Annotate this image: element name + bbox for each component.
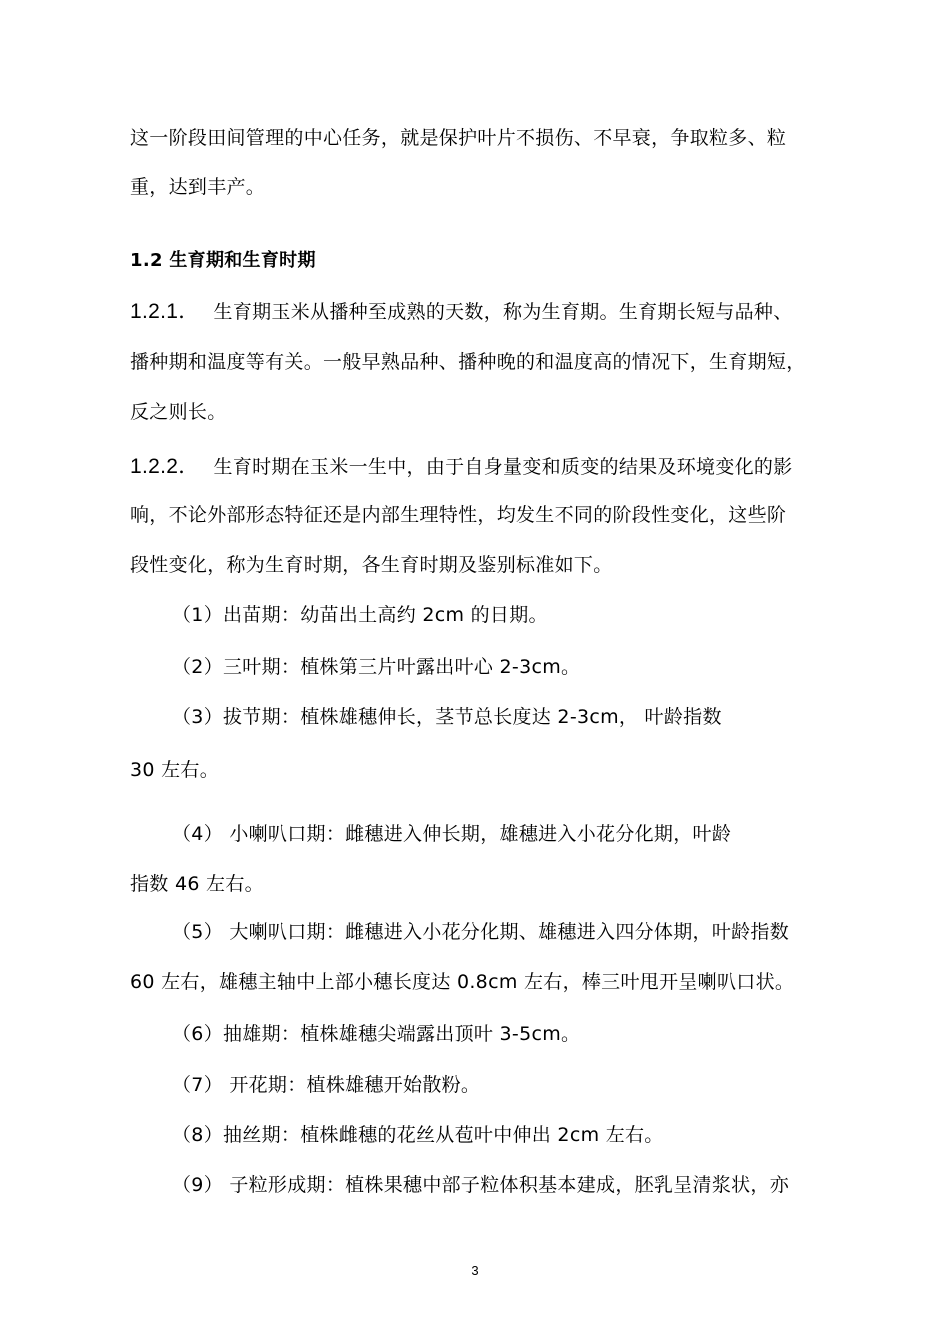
s122-text-1: 生育时期在玉米一生中，由于自身量变和质变的结果及环境变化的影 xyxy=(213,456,793,478)
s122-line-2: 响，不论外部形态特征还是内部生理特性，均发生不同的阶段性变化，这些阶 xyxy=(130,504,787,526)
item-5-line-1: （5） 大喇叭口期：雌穗进入小花分化期、雄穗进入四分体期，叶龄指数 xyxy=(172,921,790,943)
s122-line-1 xyxy=(130,455,793,479)
item-3-line-2: 30 左右。 xyxy=(130,759,220,781)
s121-text-1: 生育期玉米从播种至成熟的天数，称为生育期。生育期长短与品种、 xyxy=(213,301,793,323)
page-number: 3 xyxy=(471,1263,479,1278)
s122-line-3: 段性变化，称为生育时期，各生育时期及鉴别标准如下。 xyxy=(130,554,613,576)
item-8: （8）抽丝期：植株雌穗的花丝从苞叶中伸出 2cm 左右。 xyxy=(172,1124,664,1146)
item-3-line-1: （3）拔节期：植株雄穗伸长，茎节总长度达 2-3cm， 叶龄指数 xyxy=(172,706,722,728)
item-2: （2）三叶期：植株第三片叶露出叶心 2-3cm。 xyxy=(172,656,581,678)
s122-number: 1.2.2． xyxy=(130,455,200,478)
item-4-line-1: （4） 小喇叭口期：雌穗进入伸长期，雄穗进入小花分化期，叶龄 xyxy=(172,823,732,845)
item-9: （9） 子粒形成期：植株果穗中部子粒体积基本建成，胚乳呈清浆状，亦 xyxy=(172,1174,790,1196)
item-7: （7） 开花期：植株雄穗开始散粉。 xyxy=(172,1074,481,1096)
intro-line-2: 重，达到丰产。 xyxy=(130,176,266,198)
s121-number: 1.2.1． xyxy=(130,300,200,323)
s121-line-1 xyxy=(130,300,793,324)
item-1: （1）出苗期：幼苗出土高约 2cm 的日期。 xyxy=(172,604,548,626)
item-4-line-2: 指数 46 左右。 xyxy=(130,873,264,895)
item-6: （6）抽雄期：植株雄穗尖端露出顶叶 3-5cm。 xyxy=(172,1023,581,1045)
s121-line-3: 反之则长。 xyxy=(130,401,227,423)
s121-line-2: 播种期和温度等有关。一般早熟品种、播种晚的和温度高的情况下，生育期短， xyxy=(130,351,806,373)
section-heading: 1.2 生育期和生育时期 xyxy=(130,250,316,271)
intro-line-1: 这一阶段田间管理的中心任务，就是保护叶片不损伤、不早衰，争取粒多、粒 xyxy=(130,127,787,149)
item-5-line-2: 60 左右，雄穗主轴中上部小穗长度达 0.8cm 左右，棒三叶甩开呈喇叭口状。 xyxy=(130,971,795,993)
